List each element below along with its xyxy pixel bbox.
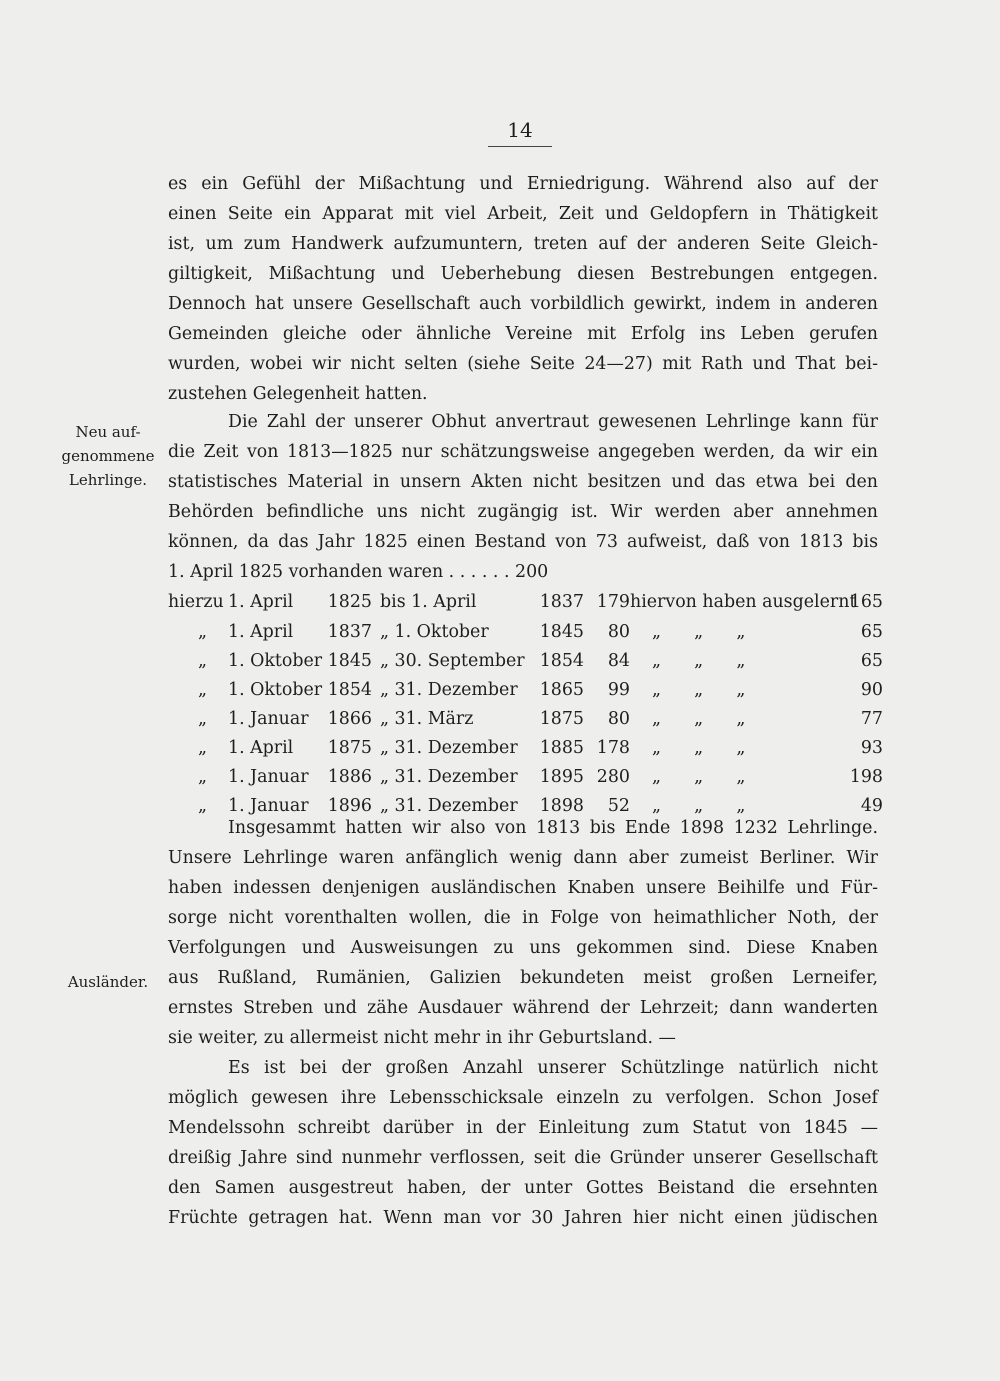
row-count: 99 xyxy=(607,680,630,700)
table-row xyxy=(168,705,883,733)
text-line: Es ist bei der großen Anzahl unserer Schützlinge natürlich nicht xyxy=(228,1058,878,1078)
row-lead: „ xyxy=(198,767,208,787)
row-count: 80 xyxy=(607,622,630,642)
text-line: die Zeit von 1813—1825 nur schätzungsweise angegeben werden, da wir ein xyxy=(168,442,878,462)
table-row xyxy=(168,618,883,646)
text-line: zustehen Gelegenheit hatten. xyxy=(168,384,428,404)
page-number: 14 xyxy=(488,118,552,147)
text-line: statistisches Material in unsern Akten nicht besitzen und das etwa bei den xyxy=(168,472,878,492)
row-from-year: 1886 xyxy=(327,767,372,787)
row-from-year: 1896 xyxy=(327,796,372,816)
ditto-marks: „ „ „ xyxy=(652,651,746,671)
text-line: Unsere Lehrlinge waren anfänglich wenig dann aber zumeist Berliner. Wir xyxy=(168,848,878,868)
text-line: einen Seite ein Apparat mit viel Arbeit, Zeit und Geldopfern in Thätigkeit xyxy=(168,204,878,224)
ditto-marks: „ „ „ xyxy=(652,709,746,729)
margin-note-new-apprentices xyxy=(58,420,158,492)
row-from-date: 1. April xyxy=(228,592,294,612)
row-from-date: 1. April xyxy=(228,738,294,758)
table-row xyxy=(168,588,883,616)
row-to-date: „ 31. Dezember xyxy=(380,767,518,787)
text-line: können, da das Jahr 1825 einen Bestand von 73 aufweist, daß von 1813 bis xyxy=(168,532,878,552)
row-to-year: 1885 xyxy=(539,738,584,758)
row-from-year: 1875 xyxy=(327,738,372,758)
row-lead: „ xyxy=(198,680,208,700)
text-line: Verfolgungen und Ausweisungen zu uns gekommen sind. Diese Knaben xyxy=(168,938,878,958)
margin-note-line: genommene xyxy=(61,447,155,465)
row-to-date: „ 30. September xyxy=(380,651,525,671)
row-from-year: 1837 xyxy=(327,622,372,642)
text-line: ist, um zum Handwerk aufzumuntern, treten auf der anderen Seite Gleich- xyxy=(168,234,878,254)
ditto-marks: „ „ „ xyxy=(652,767,746,787)
row-from-date: 1. April xyxy=(228,622,294,642)
row-count: 52 xyxy=(607,796,630,816)
row-to-date: „ 31. Dezember xyxy=(380,680,518,700)
table-row xyxy=(168,763,883,791)
row-completed: 65 xyxy=(860,651,883,671)
row-completed: 65 xyxy=(860,622,883,642)
row-completed: 49 xyxy=(860,796,883,816)
row-from-date: 1. Januar xyxy=(228,767,309,787)
text-line: möglich gewesen ihre Lebensschicksale einzeln zu verfolgen. Schon Josef xyxy=(168,1088,878,1108)
row-from-date: 1. Oktober xyxy=(228,680,323,700)
text-line: 1. April 1825 vorhanden waren . . . . . . 200 xyxy=(168,562,549,582)
text-line: dreißig Jahre sind nunmehr verflossen, seit die Gründer unserer Gesellschaft xyxy=(168,1148,878,1168)
row-from-year: 1825 xyxy=(327,592,372,612)
row-completed: 165 xyxy=(849,592,883,612)
row-to-year: 1837 xyxy=(539,592,584,612)
margin-note-line: Lehrlinge. xyxy=(68,471,148,489)
row-lead: „ xyxy=(198,651,208,671)
text-line: sorge nicht vorenthalten wollen, die in Folge von heimathlicher Noth, der xyxy=(168,908,878,928)
text-line: wurden, wobei wir nicht selten (siehe Seite 24—27) mit Rath und That bei- xyxy=(168,354,878,374)
ditto-marks: „ „ „ xyxy=(652,680,746,700)
text-line: Mendelssohn schreibt darüber in der Einleitung zum Statut von 1845 — xyxy=(168,1118,878,1138)
row-to-year: 1865 xyxy=(539,680,584,700)
row-to-date: bis 1. April xyxy=(380,592,477,612)
text-line: giltigkeit, Mißachtung und Ueberhebung diesen Bestrebungen entgegen. xyxy=(168,264,878,284)
row-completed: 198 xyxy=(849,767,883,787)
row-to-date: „ 1. Oktober xyxy=(380,622,489,642)
row-to-year: 1898 xyxy=(539,796,584,816)
row-from-year: 1854 xyxy=(327,680,372,700)
text-line: es ein Gefühl der Mißachtung und Erniedrigung. Während also auf der xyxy=(168,174,878,194)
row-from-date: 1. Januar xyxy=(228,709,309,729)
row-from-date: 1. Januar xyxy=(228,796,309,816)
row-from-year: 1845 xyxy=(327,651,372,671)
row-count: 280 xyxy=(596,767,630,787)
text-line: den Samen ausgestreut haben, der unter Gottes Beistand die ersehnten xyxy=(168,1178,878,1198)
text-line: Dennoch hat unsere Gesellschaft auch vorbildlich gewirkt, indem in anderen xyxy=(168,294,878,314)
row-to-date: „ 31. Dezember xyxy=(380,796,518,816)
text-line: Gemeinden gleiche oder ähnliche Vereine mit Erfolg ins Leben gerufen xyxy=(168,324,878,344)
row-completed: 90 xyxy=(860,680,883,700)
text-line: aus Rußland, Rumänien, Galizien bekundeten meist großen Lerneifer, xyxy=(168,968,878,988)
row-count: 80 xyxy=(607,709,630,729)
ditto-marks: „ „ „ xyxy=(652,622,746,642)
text-line: Insgesammt hatten wir also von 1813 bis Ende 1898 1232 Lehrlinge. xyxy=(228,818,878,838)
row-lead: „ xyxy=(198,738,208,758)
row-description: hiervon haben ausgelernt xyxy=(630,592,857,612)
row-count: 178 xyxy=(596,738,630,758)
text-line: Die Zahl der unserer Obhut anvertraut gewesenen Lehrlinge kann für xyxy=(228,412,878,432)
row-count: 179 xyxy=(596,592,630,612)
row-completed: 77 xyxy=(860,709,883,729)
text-line: sie weiter, zu allermeist nicht mehr in ihr Geburtsland. — xyxy=(168,1028,676,1048)
row-from-year: 1866 xyxy=(327,709,372,729)
row-lead: „ xyxy=(198,796,208,816)
row-to-date: „ 31. Dezember xyxy=(380,738,518,758)
table-row xyxy=(168,647,883,675)
text-line: ernstes Streben und zähe Ausdauer während der Lehrzeit; dann wanderten xyxy=(168,998,878,1018)
text-line: Behörden befindliche uns nicht zugängig ist. Wir werden aber annehmen xyxy=(168,502,878,522)
row-lead: „ xyxy=(198,622,208,642)
row-completed: 93 xyxy=(860,738,883,758)
ditto-marks: „ „ „ xyxy=(652,738,746,758)
text-line: Früchte getragen hat. Wenn man vor 30 Jahren hier nicht einen jüdischen xyxy=(168,1208,878,1228)
table-row xyxy=(168,676,883,704)
row-lead: „ xyxy=(198,709,208,729)
row-to-year: 1875 xyxy=(539,709,584,729)
row-count: 84 xyxy=(607,651,630,671)
row-to-date: „ 31. März xyxy=(380,709,474,729)
row-to-year: 1854 xyxy=(539,651,584,671)
row-lead: hierzu xyxy=(168,592,224,612)
row-to-year: 1845 xyxy=(539,622,584,642)
row-from-date: 1. Oktober xyxy=(228,651,323,671)
row-to-year: 1895 xyxy=(539,767,584,787)
text-line: haben indessen denjenigen ausländischen Knaben unsere Beihilfe und Für- xyxy=(168,878,878,898)
table-row xyxy=(168,734,883,762)
margin-note-foreigners: Ausländer. xyxy=(67,973,149,991)
margin-note-line: Neu auf- xyxy=(75,423,141,441)
ditto-marks: „ „ „ xyxy=(652,796,746,816)
